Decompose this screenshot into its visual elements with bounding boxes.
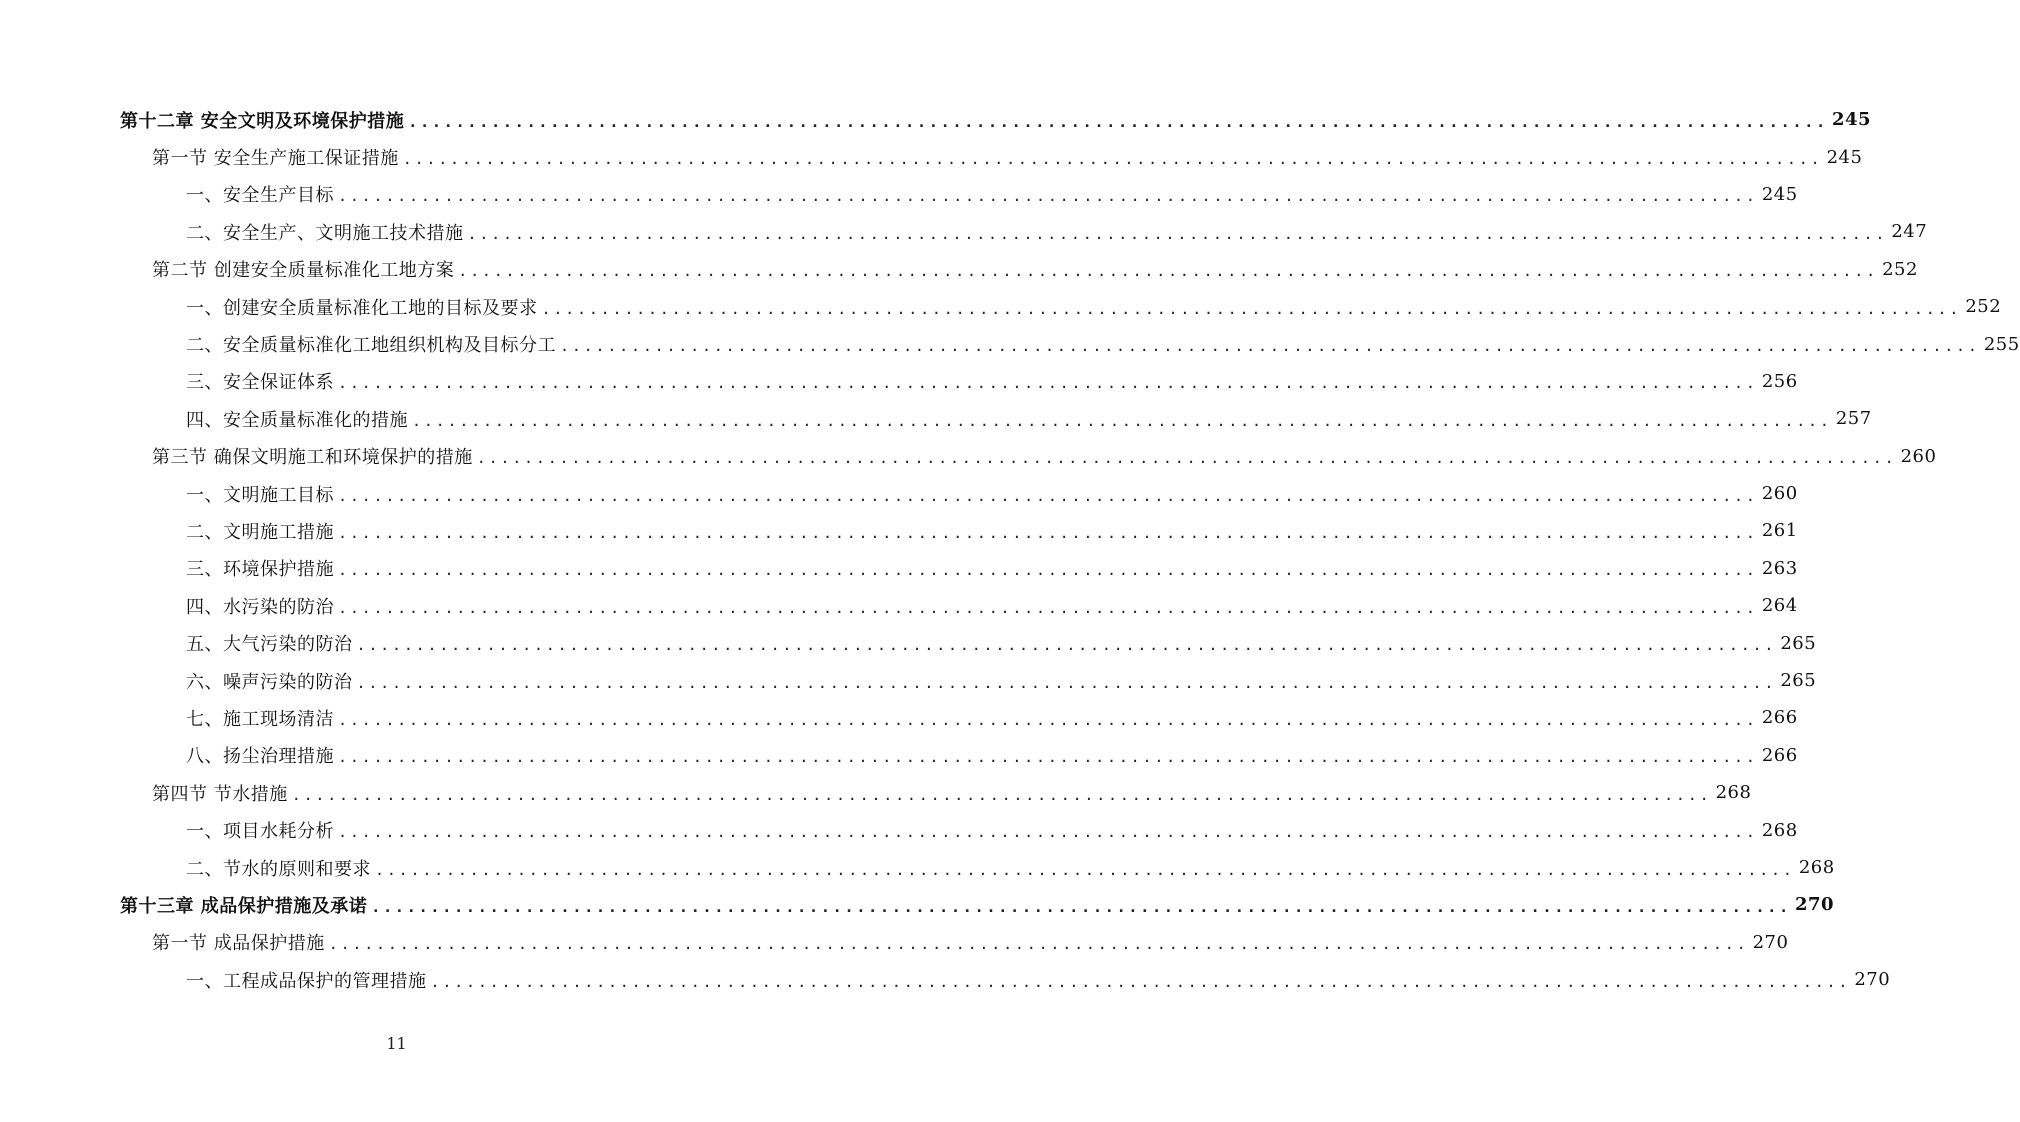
toc-entry-title: 第二节 创建安全质量标准化工地方案 — [152, 256, 458, 282]
toc-entry-page-number: 265 — [1780, 670, 1817, 692]
toc-dot-leader: ........................................................................................................................ — [338, 823, 1758, 842]
toc-dot-leader: ........................................................................................................................ — [402, 150, 1823, 169]
toc-entry-title: 一、工程成品保护的管理措施 — [186, 967, 431, 993]
toc-dot-leader: ........................................................................................................................ — [356, 636, 1777, 655]
page-number: 11 — [386, 1034, 407, 1053]
toc-dot-leader: ........................................................................................................................ — [467, 224, 1888, 243]
toc-dot-leader: ........................................................................................................................ — [338, 523, 1758, 542]
toc-dot-leader: ........................................................................................................................ — [338, 598, 1758, 617]
toc-subsection-entry[interactable] — [0, 475, 1798, 512]
toc-dot-leader: ........................................................................................................................ — [356, 673, 1777, 692]
toc-entry-page-number: 264 — [1761, 595, 1798, 617]
toc-subsection-entry[interactable] — [0, 961, 1891, 998]
toc-entry-title: 四、安全质量标准化的措施 — [186, 406, 412, 432]
toc-chapter-entry[interactable] — [0, 101, 1872, 138]
table-of-contents — [0, 101, 2020, 998]
toc-entry-title: 第一节 成品保护措施 — [152, 929, 329, 955]
toc-entry-title: 二、安全质量标准化工地组织机构及目标分工 — [186, 331, 560, 357]
toc-subsection-entry[interactable] — [0, 512, 1798, 549]
toc-entry-page-number: 268 — [1715, 782, 1752, 804]
toc-dot-leader: ........................................................................................................................ — [476, 449, 1897, 468]
toc-entry-title: 五、大气污染的防治 — [186, 630, 357, 656]
toc-section-entry[interactable] — [0, 438, 1937, 475]
toc-dot-leader: ........................................................................................................................ — [458, 262, 1878, 281]
toc-section-entry[interactable] — [0, 138, 1863, 175]
toc-entry-page-number: 261 — [1761, 520, 1798, 542]
toc-dot-leader: ........................................................................................................................ — [291, 785, 1712, 804]
toc-subsection-entry[interactable] — [0, 213, 1928, 250]
toc-dot-leader: ........................................................................................................................ — [560, 337, 1980, 356]
toc-dot-leader: ........................................................................................................................ — [338, 187, 1758, 206]
toc-subsection-entry[interactable] — [0, 849, 1835, 886]
toc-subsection-entry[interactable] — [0, 699, 1798, 736]
toc-entry-page-number: 245 — [1761, 183, 1798, 205]
toc-entry-title: 三、环境保护措施 — [186, 555, 338, 581]
toc-entry-page-number: 245 — [1826, 146, 1863, 168]
toc-entry-title: 第三节 确保文明施工和环境保护的措施 — [152, 443, 477, 469]
toc-entry-page-number: 245 — [1831, 109, 1872, 131]
toc-entry-title: 二、文明施工措施 — [186, 518, 338, 544]
toc-entry-page-number: 270 — [1854, 969, 1891, 991]
toc-subsection-entry[interactable] — [0, 624, 1817, 661]
toc-dot-leader: ........................................................................................................................ — [338, 561, 1758, 580]
toc-subsection-entry[interactable] — [0, 587, 1798, 624]
toc-entry-title: 二、节水的原则和要求 — [186, 855, 375, 881]
toc-entry-page-number: 252 — [1882, 258, 1918, 280]
toc-dot-leader: ........................................................................................................................ — [375, 860, 1795, 879]
toc-section-entry[interactable] — [0, 774, 1752, 811]
toc-entry-page-number: 247 — [1891, 221, 1928, 243]
toc-subsection-entry[interactable] — [0, 811, 1798, 848]
toc-dot-leader: ........................................................................................................................ — [338, 710, 1758, 729]
toc-dot-leader: ........................................................................................................................ — [541, 299, 1962, 318]
toc-dot-leader: ........................................................................................................................ — [338, 486, 1758, 505]
toc-entry-page-number: 270 — [1752, 931, 1789, 953]
toc-entry-page-number: 268 — [1798, 857, 1835, 878]
toc-dot-leader: ........................................................................................................................ — [371, 897, 1791, 916]
toc-entry-title: 一、安全生产目标 — [186, 181, 338, 207]
toc-section-entry[interactable] — [0, 924, 1789, 961]
toc-entry-title: 一、项目水耗分析 — [186, 817, 338, 843]
toc-dot-leader: ........................................................................................................................ — [338, 374, 1758, 393]
toc-subsection-entry[interactable] — [0, 288, 2002, 325]
toc-entry-page-number: 268 — [1761, 819, 1798, 841]
toc-entry-page-number: 263 — [1761, 557, 1798, 579]
toc-dot-leader: ........................................................................................................................ — [412, 411, 1832, 430]
toc-entry-title: 七、施工现场清洁 — [186, 705, 338, 731]
toc-entry-title: 六、噪声污染的防治 — [186, 668, 357, 694]
toc-entry-page-number: 266 — [1761, 744, 1798, 766]
toc-chapter-entry[interactable] — [0, 886, 1835, 923]
toc-entry-page-number: 265 — [1780, 632, 1817, 654]
toc-entry-title: 第四节 节水措施 — [152, 780, 292, 806]
toc-entry-title: 一、创建安全质量标准化工地的目标及要求 — [186, 294, 542, 320]
toc-entry-page-number: 260 — [1761, 483, 1798, 505]
toc-entry-title: 第十二章 安全文明及环境保护措施 — [120, 107, 408, 133]
toc-subsection-entry[interactable] — [0, 400, 1872, 437]
toc-entry-title: 第十三章 成品保护措施及承诺 — [120, 892, 371, 918]
toc-entry-page-number: 266 — [1761, 707, 1798, 729]
toc-entry-page-number: 270 — [1794, 894, 1835, 916]
toc-subsection-entry[interactable] — [0, 363, 1798, 400]
toc-subsection-entry[interactable] — [0, 737, 1798, 774]
toc-entry-title: 二、安全生产、文明施工技术措施 — [186, 219, 468, 245]
toc-entry-page-number: 256 — [1761, 370, 1798, 392]
toc-subsection-entry[interactable] — [0, 176, 1798, 213]
toc-dot-leader: ........................................................................................................................ — [408, 112, 1828, 131]
toc-subsection-entry[interactable] — [0, 550, 1798, 587]
toc-section-entry[interactable] — [0, 251, 1918, 288]
toc-dot-leader: ........................................................................................................................ — [338, 748, 1758, 767]
toc-entry-page-number: 252 — [1965, 296, 2002, 318]
toc-subsection-entry[interactable] — [0, 325, 2020, 362]
toc-entry-title: 三、安全保证体系 — [186, 368, 338, 394]
toc-entry-page-number: 260 — [1900, 445, 1937, 467]
toc-dot-leader: ........................................................................................................................ — [430, 972, 1851, 991]
toc-entry-title: 四、水污染的防治 — [186, 593, 338, 619]
toc-entry-page-number: 255 — [1983, 333, 2020, 355]
toc-entry-page-number: 257 — [1835, 408, 1872, 430]
toc-subsection-entry[interactable] — [0, 662, 1817, 699]
toc-dot-leader: ........................................................................................................................ — [328, 935, 1749, 954]
toc-entry-title: 八、扬尘治理措施 — [186, 742, 338, 768]
toc-entry-title: 第一节 安全生产施工保证措施 — [152, 144, 403, 170]
toc-entry-title: 一、文明施工目标 — [186, 481, 338, 507]
